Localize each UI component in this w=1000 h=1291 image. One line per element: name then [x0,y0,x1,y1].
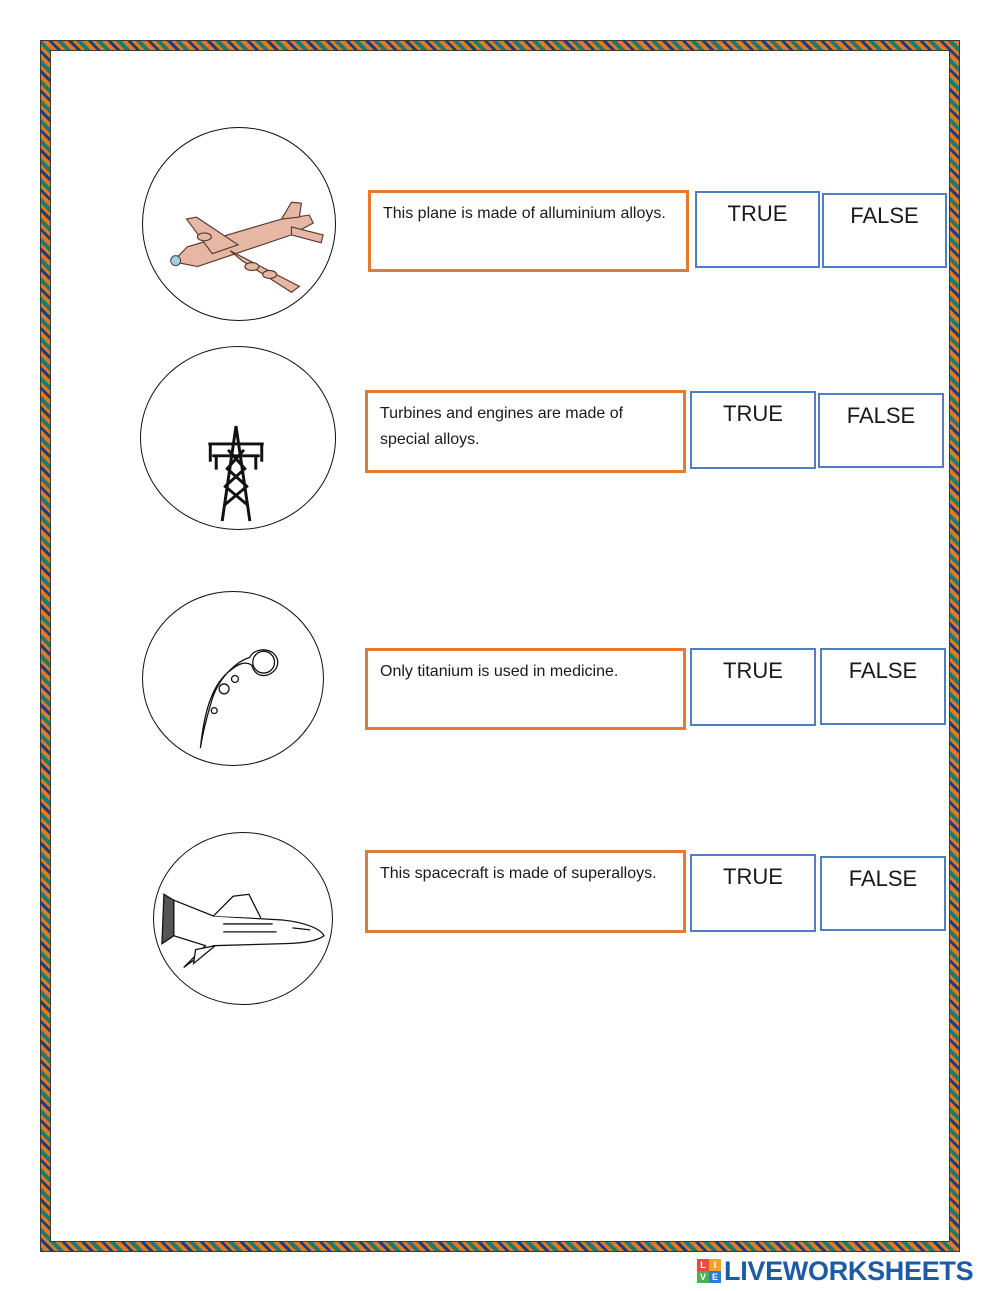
true-button[interactable]: TRUE [690,854,816,932]
plane-image-circle [142,127,336,321]
false-button[interactable]: FALSE [818,393,944,468]
statement-box [365,648,686,730]
false-button[interactable]: FALSE [820,856,946,931]
statement-box [368,190,689,272]
brand-letter: L [697,1259,709,1271]
power-tower-icon [141,347,335,529]
propeller-plane-icon [143,128,335,320]
statement-box [365,390,686,473]
true-button[interactable]: TRUE [695,191,820,268]
statement-text: Turbines and engines are made of special alloys. [380,405,624,448]
brand-letter: V [697,1271,709,1283]
implant-image-circle [142,591,324,766]
brand-letter: I [709,1259,721,1271]
shuttle-image-circle [153,832,333,1005]
true-button[interactable]: TRUE [690,391,816,469]
statement-box [365,850,686,933]
hip-implant-icon [143,592,323,765]
statement-text: This plane is made of alluminium alloys. [383,205,666,222]
space-shuttle-icon [154,833,332,1004]
liveworksheets-logo [697,1256,973,1286]
brand-logo-icon [697,1259,721,1283]
brand-name: LIVEWORKSHEETS [724,1255,974,1286]
tower-image-circle [140,346,336,530]
statement-text: Only titanium is used in medicine. [380,663,619,680]
true-button[interactable]: TRUE [690,648,816,726]
false-button[interactable]: FALSE [822,193,947,268]
false-button[interactable]: FALSE [820,648,946,725]
statement-text: This spacecraft is made of superalloys. [380,865,657,882]
brand-letter: E [709,1271,721,1283]
